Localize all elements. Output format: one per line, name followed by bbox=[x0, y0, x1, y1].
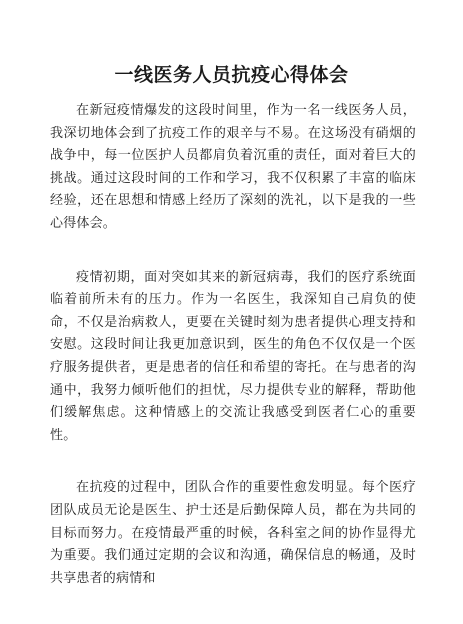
paragraph-intro: 在新冠疫情爆发的这段时间里，作为一名一线医务人员，我深切地体会到了抗疫工作的艰辛与不易。在这场没有硝烟的战争中，每一位医护人员都肩负着沉重的责任，面对着巨大的挑战。通过这段时间的工作和学习，我不仅积累了丰富的临床经验，还在思想和情感上经历了深刻的洗礼，以下是我的一些心得体会。 bbox=[50, 103, 416, 231]
document-body bbox=[50, 100, 416, 624]
document-title: 一线医务人员抗疫心得体会 bbox=[114, 64, 349, 86]
paragraph-early-epidemic: 疫情初期，面对突如其来的新冠病毒，我们的医疗系统面临着前所未有的压力。作为一名医生，我深知自己肩负的使命，不仅是治病救人，更要在关键时刻为患者提供心理支持和安慰。这段时间让我更加意识到，医生的角色不仅仅是一个医疗服务提供者，更是患者的信任和希望的寄托。在与患者的沟通中，我努力倾听他们的担忧，尽力提供专业的解释，帮助他们缓解焦虑。这种情感上的交流让我感受到医者仁心的重要性。 bbox=[50, 269, 416, 443]
paragraph-teamwork: 在抗疫的过程中，团队合作的重要性愈发明显。每个医疗团队成员无论是医生、护士还是后勤保障人员，都在为共同的目标而努力。在疫情最严重的时候，各科室之间的协作显得尤为重要。我们通过定期的会议和沟通，确保信息的畅通，及时共享患者的病情和 bbox=[50, 480, 416, 586]
